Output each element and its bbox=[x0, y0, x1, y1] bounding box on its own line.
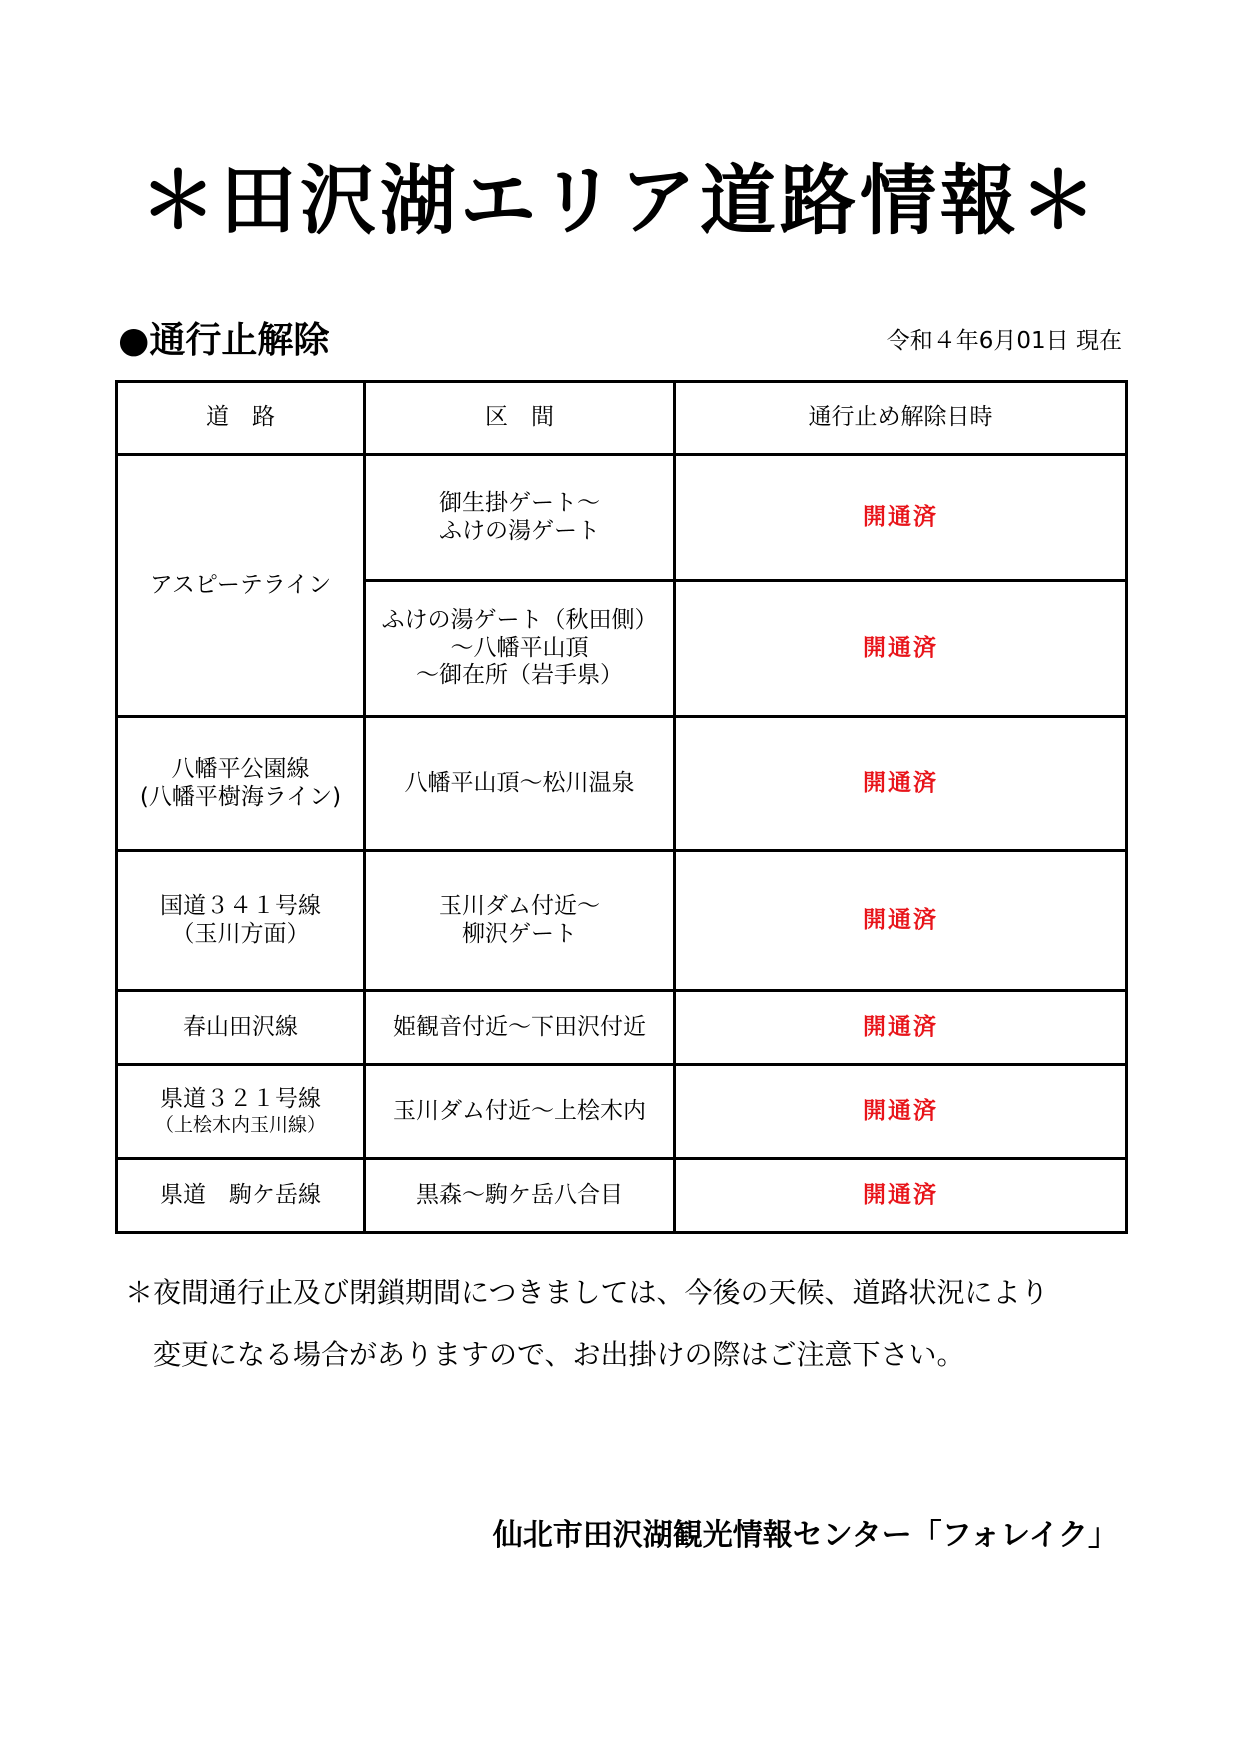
footer-organization: 仙北市田沢湖観光情報センター「フォレイク」 bbox=[492, 1518, 1118, 1553]
notice-text bbox=[125, 1262, 1048, 1386]
table-row bbox=[117, 455, 1127, 581]
road-name: アスピーテライン bbox=[117, 455, 365, 717]
road-section: 黒森～駒ケ岳八合目 bbox=[365, 1159, 675, 1233]
status-text: 開通済 bbox=[675, 581, 1127, 717]
road-section: 御生掛ゲート～ ふけの湯ゲート bbox=[365, 455, 675, 581]
section-heading: ●通行止解除 bbox=[118, 320, 330, 361]
road-section: 玉川ダム付近～ 柳沢ゲート bbox=[365, 851, 675, 991]
road-name-cell bbox=[117, 1065, 365, 1159]
road-name: 県道 駒ケ岳線 bbox=[117, 1159, 365, 1233]
table-row bbox=[117, 1159, 1127, 1233]
status-text: 開通済 bbox=[675, 991, 1127, 1065]
table-row bbox=[117, 1065, 1127, 1159]
status-text: 開通済 bbox=[675, 455, 1127, 581]
header-status: 通行止め解除日時 bbox=[675, 382, 1127, 455]
road-section: ふけの湯ゲート（秋田側） ～八幡平山頂 ～御在所（岩手県） bbox=[365, 581, 675, 717]
road-name: 県道３２１号線 bbox=[160, 1086, 321, 1113]
road-section: 姫観音付近～下田沢付近 bbox=[365, 991, 675, 1065]
road-name: 国道３４１号線 （玉川方面） bbox=[117, 851, 365, 991]
notice-line-1: ＊夜間通行止及び閉鎖期間につきましては、今後の天候、道路状況により bbox=[125, 1276, 1049, 1309]
status-text: 開通済 bbox=[675, 717, 1127, 851]
status-text: 開通済 bbox=[675, 851, 1127, 991]
road-name-sub: （上桧木内玉川線） bbox=[154, 1113, 326, 1136]
table-header-row bbox=[117, 382, 1127, 455]
status-text: 開通済 bbox=[675, 1159, 1127, 1233]
as-of-date: 令和４年6月01日 現在 bbox=[886, 328, 1122, 354]
header-section: 区 間 bbox=[365, 382, 675, 455]
notice-line-2: 変更になる場合がありますので、お出掛けの際はご注意下さい。 bbox=[153, 1338, 965, 1371]
table-row bbox=[117, 851, 1127, 991]
road-info-table bbox=[115, 380, 1128, 1234]
status-text: 開通済 bbox=[675, 1065, 1127, 1159]
page-title: ＊田沢湖エリア道路情報＊ bbox=[140, 156, 1100, 245]
table-row bbox=[117, 717, 1127, 851]
road-name: 春山田沢線 bbox=[117, 991, 365, 1065]
road-section: 八幡平山頂～松川温泉 bbox=[365, 717, 675, 851]
table-row bbox=[117, 991, 1127, 1065]
road-section: 玉川ダム付近～上桧木内 bbox=[365, 1065, 675, 1159]
road-name: 八幡平公園線 (八幡平樹海ライン) bbox=[117, 717, 365, 851]
header-road: 道 路 bbox=[117, 382, 365, 455]
